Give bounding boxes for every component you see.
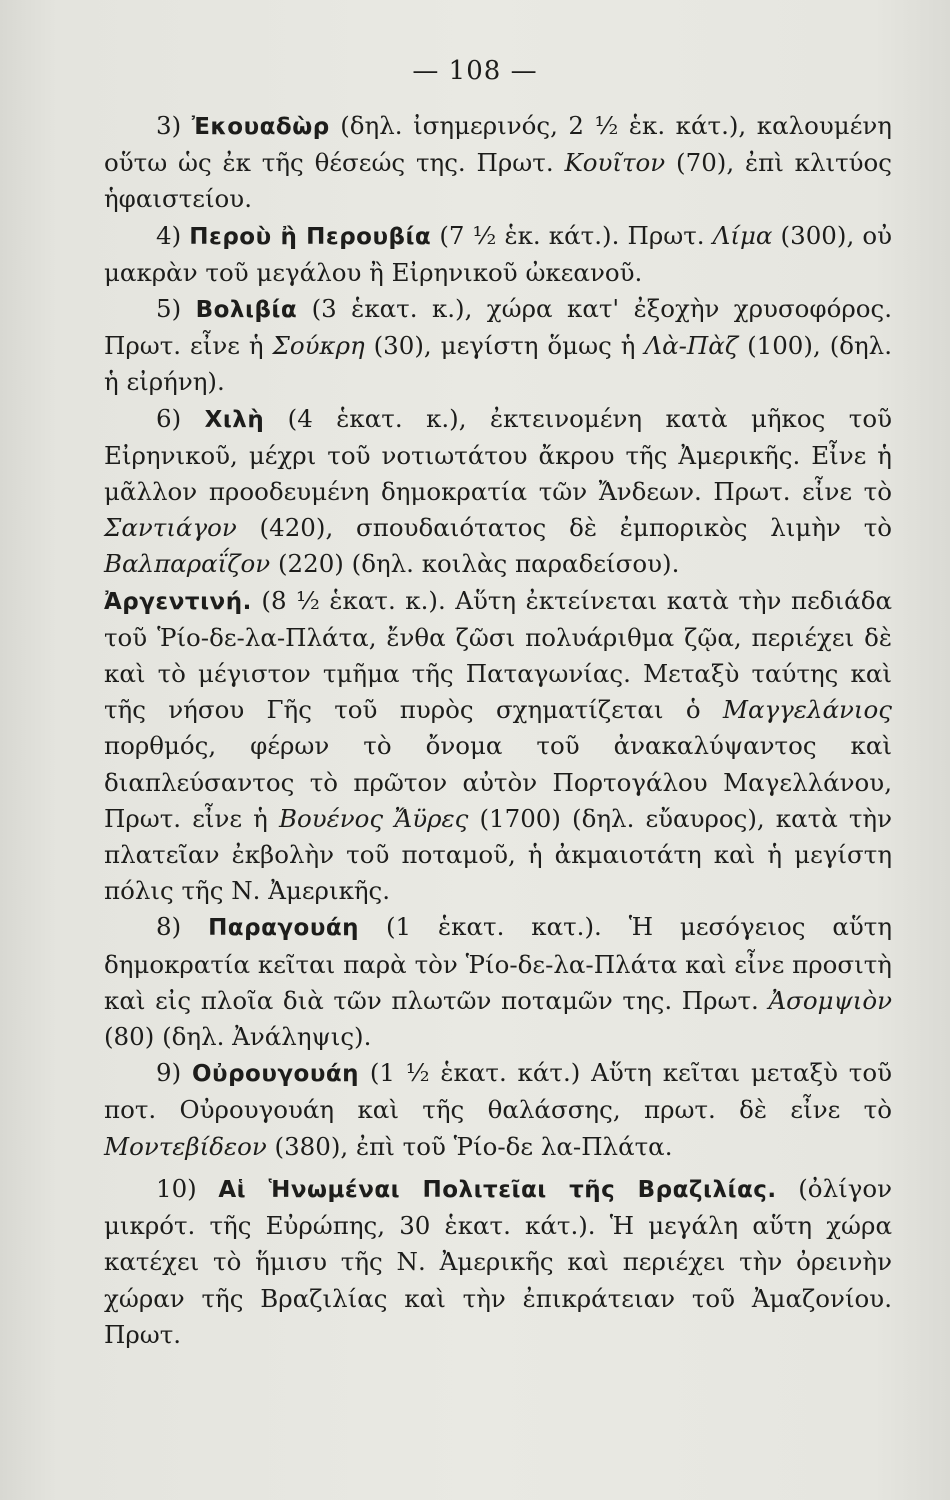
entry-heading: Ἐκουαδὼρ xyxy=(191,114,330,140)
entry-heading: Βολιβία xyxy=(195,297,298,324)
capital-name: Κουῖτον xyxy=(564,148,666,178)
entry-heading: Αἱ Ἡνωμέναι Πολιτεῖαι τῆς Βραζιλίας. xyxy=(218,1176,777,1203)
entry-text: (δηλ. ἰσημερινός, 2 ½ ἑκ. κάτ.), καλουμένη οὕτω ὡς ἐκ τῆς θέσεώς της. Πρωτ. xyxy=(104,111,892,178)
entry-text: πορθμός, φέρων τὸ ὄνομα τοῦ ἀνακαλύψαντος καὶ διαπλεύσαντος τὸ πρῶτον αὐτὸν Πορτογάλου Μαγελλάνου, Πρωτ. εἶνε ἡ xyxy=(104,731,892,833)
entry-text: (300), οὐ μακρὰν τοῦ μεγάλου ἢ Εἰρηνικοῦ ὠκεανοῦ. xyxy=(104,220,892,287)
strait-name: Μαγγελάνιος xyxy=(722,695,892,725)
paragraph-brazil xyxy=(104,1171,892,1353)
entry-text: (1 ½ ἑκατ. κάτ.) Αὕτη κεῖται μεταξὺ τοῦ ποτ. Οὐρουγουάη καὶ τῆς θαλάσσης, πρωτ. δὲ εἶνε τὸ xyxy=(104,1058,893,1125)
capital-name: Σαντιάγον xyxy=(104,513,237,543)
entry-heading: Παραγουάη xyxy=(208,915,360,942)
capital-name: Μοντεβίδεον xyxy=(104,1131,267,1161)
paragraph-paraguay xyxy=(104,909,892,1055)
paragraph-argentina xyxy=(104,583,892,910)
page-number: — 108 — xyxy=(412,56,538,86)
entry-text: (8 ½ ἑκατ. κ.). Αὕτη ἐκτείνεται κατὰ τὴν πεδιάδα τοῦ Ῥίο-δε-λα-Πλάτα, ἔνθα ζῶσι πολυάριθμα ζῷα, περιέχει δὲ καὶ τὸ μέγιστον τμῆμα τῆς Παταγωνίας. Μεταξὺ ταύτης καὶ τῆς νήσου Γῆς τοῦ πυρὸς σχηματίζεται ὁ xyxy=(104,585,892,725)
capital-name: Σούκρη xyxy=(272,331,365,361)
entry-heading: Χιλὴ xyxy=(204,406,265,433)
entry-heading: Ἀργεντινή. xyxy=(104,588,252,615)
capital-name: Βουένος Ἄϋρες xyxy=(278,803,469,833)
entry-text: (100), (δηλ. ἡ εἰρήνη). xyxy=(104,331,892,397)
entry-heading: Περοὺ ἢ Περουβία xyxy=(189,223,432,250)
paragraph-ecuador xyxy=(104,108,892,218)
paragraph-chile xyxy=(104,401,892,583)
paragraph-peru xyxy=(104,218,892,291)
entry-text: (380), ἐπὶ τοῦ Ῥίο-δε λα-Πλάτα. xyxy=(266,1131,673,1161)
text-block xyxy=(104,108,892,1353)
entry-heading: Οὐρουγουάη xyxy=(191,1061,360,1088)
entry-number: 9) xyxy=(156,1058,182,1088)
city-name: Λὰ-Πὰζ xyxy=(644,331,739,361)
entry-text: (220) (δηλ. κοιλὰς παραδείσου). xyxy=(270,549,680,579)
entry-text: (3 ἑκατ. κ.), χώρα κατ' ἐξοχὴν χρυσοφόρος. Πρωτ. εἶνε ἡ xyxy=(104,294,892,361)
entry-text: (ὀλίγον μικρότ. τῆς Εὐρώπης, 30 ἑκατ. κάτ.). Ἡ μεγάλη αὕτη χώρα κατέχει τὸ ἥμισυ τῆς Ν. Ἀμερικῆς καὶ περιέχει τὴν ὀρεινὴν χώραν τῆς Βραζιλίας καὶ τὴν ἐπικράτειαν τοῦ Ἀμαζονίου. Πρωτ. xyxy=(104,1173,892,1349)
capital-name: Ἀσομψιὸν xyxy=(768,985,892,1015)
entry-text: (1700) (δηλ. εὔαυρος), κατὰ τὴν πλατεῖαν ἐκβολὴν τοῦ ποταμοῦ, ἡ ἀκμαιοτάτη καὶ ἡ μεγίστη πόλις τῆς Ν. Ἀμερικῆς. xyxy=(104,803,892,906)
entry-number: 10) xyxy=(156,1173,197,1203)
capital-name: Λίμα xyxy=(712,220,773,250)
entry-text: (7 ½ ἑκ. κάτ.). Πρωτ. xyxy=(431,220,713,250)
paragraph-bolivia xyxy=(104,291,892,401)
entry-text: (70), ἐπὶ κλιτύος ἡφαιστείου. xyxy=(104,148,892,214)
entry-number: 3) xyxy=(156,111,182,140)
city-name: Βαλπαραΐζον xyxy=(104,549,271,579)
paragraph-uruguay xyxy=(104,1055,892,1165)
entry-number: 8) xyxy=(156,912,182,942)
entry-text: (4 ἑκατ. κ.), ἐκτεινομένη κατὰ μῆκος τοῦ Εἰρηνικοῦ, μέχρι τοῦ νοτιωτάτου ἄκρου τῆς Ἀμερικῆς. Εἶνε ἡ μᾶλλον προοδευμένη δημοκρατία τῶν Ἄνδεων. Πρωτ. εἶνε τὸ xyxy=(104,403,892,507)
entry-text: (1 ἑκατ. κατ.). Ἡ μεσόγειος αὕτη δημοκρατία κεῖται παρὰ τὸν Ῥίο-δε-λα-Πλάτα καὶ εἶνε προσιτὴ καὶ εἰς πλοῖα διὰ τῶν πλωτῶν ποταμῶν της. Πρωτ. xyxy=(104,912,892,1015)
entry-text: (420), σπουδαιότατος δὲ ἐμπορικὸς λιμὴν τὸ xyxy=(236,513,892,543)
entry-number: 4) xyxy=(156,220,182,250)
entry-number: 6) xyxy=(156,403,182,433)
entry-number: 5) xyxy=(156,294,182,324)
entry-text: (30), μεγίστη ὅμως ἡ xyxy=(364,331,645,361)
entry-text: (80) (δηλ. Ἀνάληψις). xyxy=(104,1022,372,1052)
